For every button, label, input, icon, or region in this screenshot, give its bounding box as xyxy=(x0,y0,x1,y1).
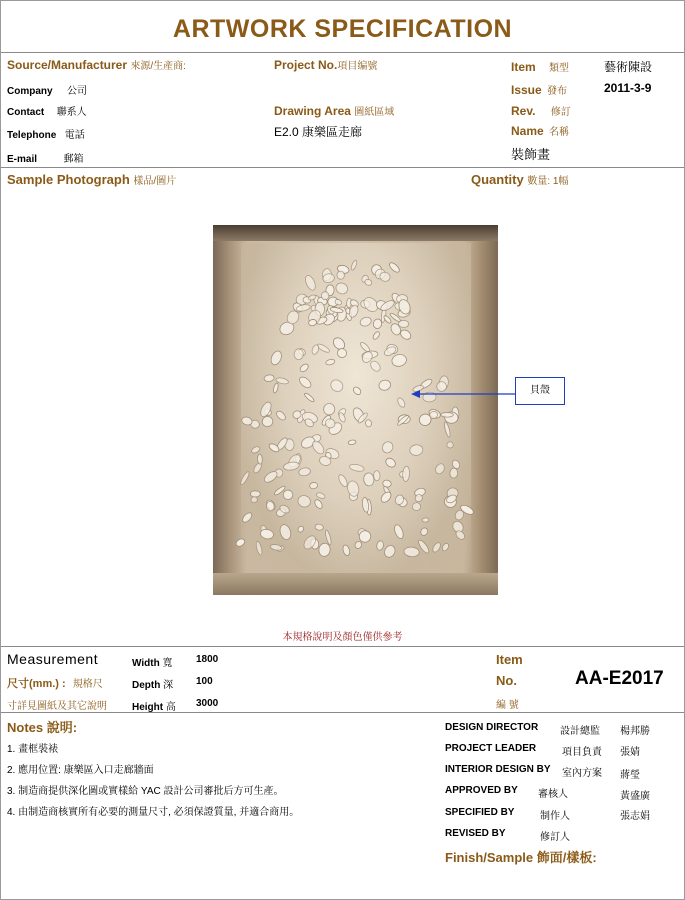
height-value: 3000 xyxy=(196,698,219,709)
no-label-cn: 編 號 xyxy=(496,700,519,711)
contact-row: Contact 聯系人 xyxy=(7,107,87,118)
signoff-label: APPROVED BY xyxy=(445,785,518,796)
measurement-note: 寸詳見圖紙及其它說明 xyxy=(7,701,107,712)
item-no-label: Item xyxy=(496,652,523,667)
signoff-name: 黃盛廣 xyxy=(620,791,650,802)
item-type: Item 類型 xyxy=(511,60,570,74)
measurement-unit: 尺寸(mm.) : 規格尺 xyxy=(7,678,103,690)
signoff-label: DESIGN DIRECTOR xyxy=(445,722,539,733)
signoff-label: PROJECT LEADER xyxy=(445,743,537,754)
note-item: 4. 由制造商核實所有必要的測量尺寸, 必須保證質量, 并適合商用。 xyxy=(7,807,300,818)
telephone-row: Telephone 電話 xyxy=(7,130,85,141)
signoff-name: 張志娟 xyxy=(620,811,650,822)
shell-relief-artwork xyxy=(213,225,498,595)
signoff-role: 項目負責 xyxy=(562,747,602,758)
depth-value: 100 xyxy=(196,676,213,687)
signoff-role: 設計總監 xyxy=(560,726,600,737)
note-item: 1. 畫框裝裱 xyxy=(7,744,59,755)
signoff-label: INTERIOR DESIGN BY xyxy=(445,764,551,775)
issue-date: 2011-3-9 xyxy=(604,81,652,95)
notes-heading: Notes 說明: xyxy=(7,720,78,735)
callout-label: 貝殼 xyxy=(515,377,565,405)
measurement-heading: Measurement xyxy=(7,651,99,667)
divider-header xyxy=(1,167,684,168)
divider-photo xyxy=(1,646,684,647)
quantity: Quantity 數量: 1幅 xyxy=(471,172,569,187)
note-item: 2. 應用位置: 康樂區入口走廊牆面 xyxy=(7,765,154,776)
divider-title xyxy=(1,52,684,53)
disclaimer: 本規格說明及顏色僅供參考 xyxy=(282,632,403,643)
item-number: AA-E2017 xyxy=(575,668,664,689)
name: Name 名稱 xyxy=(511,124,570,138)
revision: Rev. 修訂 xyxy=(511,104,571,118)
drawing-area-value: E2.0 康樂區走廊 xyxy=(274,125,363,139)
signoff-role: 制作人 xyxy=(540,811,570,822)
sheet-title: ARTWORK SPECIFICATION xyxy=(172,15,513,43)
project-no: Project No.項目编號 xyxy=(274,58,378,72)
width-value: 1800 xyxy=(196,654,219,665)
signoff-label: REVISED BY xyxy=(445,828,506,839)
name-value: 裝飾畫 xyxy=(511,147,551,162)
signoff-name: 蔣瑩 xyxy=(620,770,640,781)
width-row: Width 寬 xyxy=(132,658,173,669)
issue: Issue 發布 xyxy=(511,83,568,97)
height-row: Height 高 xyxy=(132,702,176,713)
signoff-label: SPECIFIED BY xyxy=(445,807,515,818)
signoff-role: 審核人 xyxy=(538,789,568,800)
sample-photo xyxy=(213,225,498,595)
drawing-area: Drawing Area 圖紙區域 xyxy=(274,104,395,118)
finish-sample: Finish/Sample 飾面/樣板: xyxy=(445,850,597,865)
divider-measurement xyxy=(1,712,684,713)
note-item: 3. 制造商提供深化圖或實樣給 YAC 設計公司審批后方可生產。 xyxy=(7,786,284,797)
callout-arrow-icon xyxy=(411,387,517,401)
signoff-name: 楊邦勝 xyxy=(620,726,650,737)
depth-row: Depth 深 xyxy=(132,680,174,691)
company-row: Company 公司 xyxy=(7,86,88,97)
signoff-role: 室內方案 xyxy=(562,768,602,779)
email-row: E-mail 郵箱 xyxy=(7,154,84,165)
no-label: No. xyxy=(496,673,517,688)
sample-heading: Sample Photograph 樣品/圖片 xyxy=(7,172,177,187)
signoff-name: 張婧 xyxy=(620,747,640,758)
source-heading: Source/Manufacturer 來源/生產商: xyxy=(7,58,186,72)
signoff-role: 修訂人 xyxy=(540,832,570,843)
item-type-value: 藝術陳設 xyxy=(604,60,653,74)
